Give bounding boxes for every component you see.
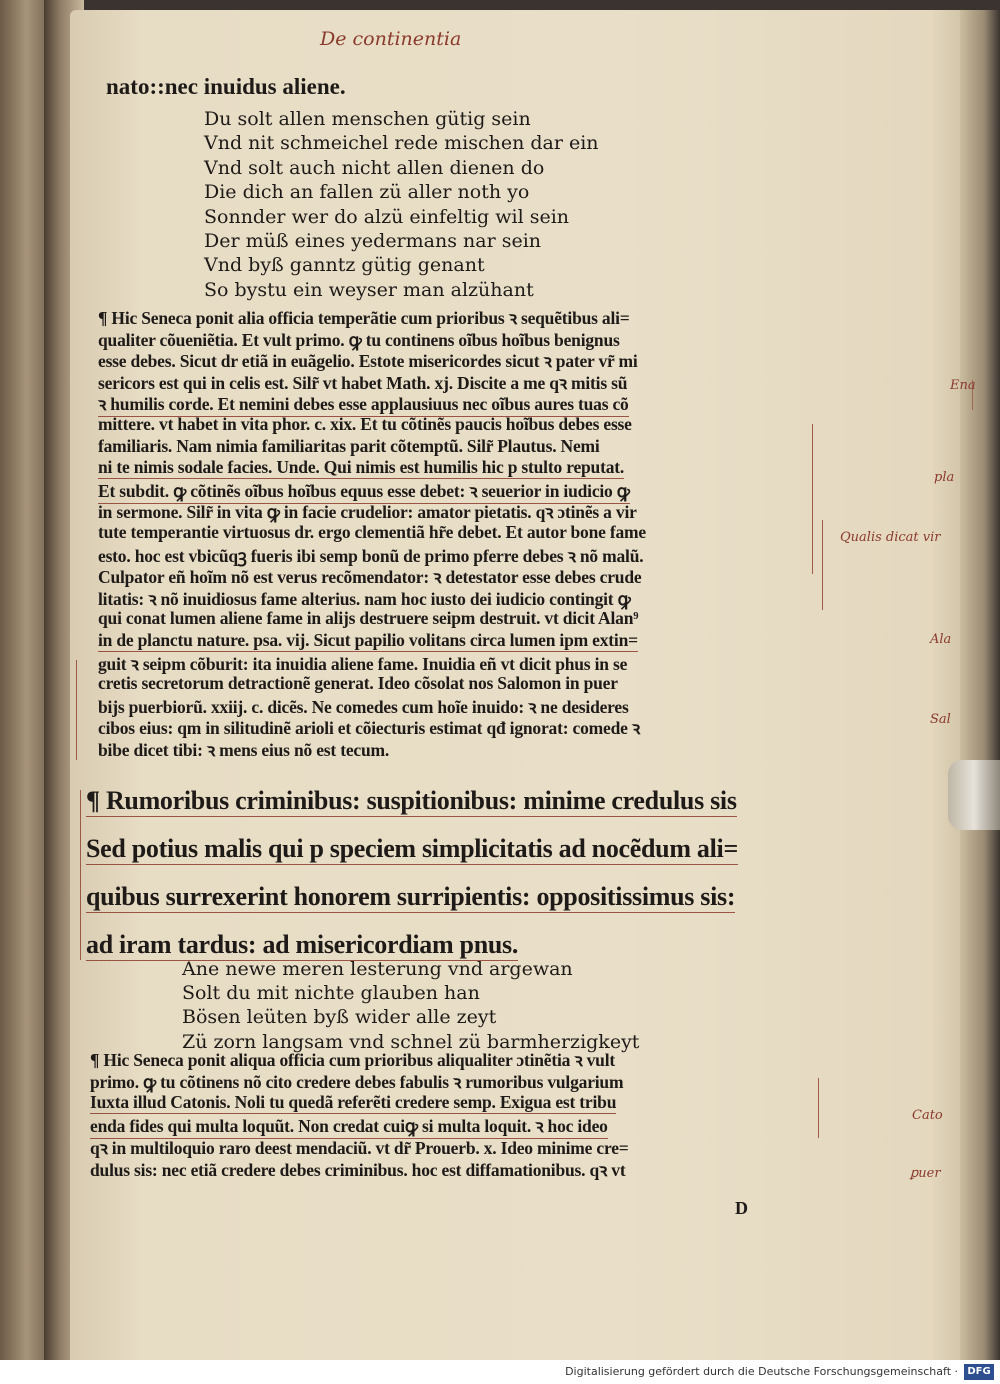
latin-line: primo. ꝙ tu cõtinens nõ cito credere debes fabulis ꝛ rumoribus vulgarium — [90, 1072, 624, 1092]
verse-line: So bystu ein weyser man alzühant — [204, 278, 534, 301]
rubric-bracket — [76, 660, 77, 760]
latin-line: bibe dicet tibi: ꝛ mens eius nõ est tecum. — [98, 740, 390, 760]
latin-line: guit ꝛ seipm cõburit: ita inuidia aliene fame. Inuidia eñ vt dicit phus in se — [98, 653, 628, 674]
latin-line: bijs puerbiorũ. xxiij. c. dicẽs. Ne comedes cum hoĩe inuido: ꝛ ne desideres — [98, 696, 629, 717]
latin-line: esse debes. Sicut dr etiã in euãgelio. Estote misericordes sicut ꝛ pater vr̃ mi — [98, 351, 638, 372]
rubric-bracket — [814, 1078, 819, 1138]
margin-note: Ala — [930, 632, 952, 647]
latin-line: cretis secretorum detractionẽ generat. Ideo cõsolat nos Salomon in puer — [98, 673, 618, 694]
latin-line: sericors est qui in celis est. Silr̃ vt habet Math. xj. Discite a me qꝛ mitis sũ — [98, 372, 628, 393]
latin-line: esto. hoc est vbicũqꝫ fueris ibi semp bonũ de primo pferre debes ꝛ nõ malũ. — [98, 545, 644, 566]
latin-line: dulus sis: nec etiã credere debes criminibus. hoc est diffamationibus. qꝛ vt — [90, 1160, 626, 1180]
latin-line: qꝛ in multiloquio raro deest mendaciũ. vt dr̃ Prouerb. x. Ideo minime cre= — [90, 1138, 629, 1158]
latin-line: cibos eius: qm in silitudinẽ arioli et cõiecturis estimat qđ ignorat: comede ꝛ — [98, 718, 640, 739]
latin-line: mittere. vt habet in vita phor. c. xix. Et tu cõtinẽs paucis hoĩbus debes esse — [98, 414, 632, 434]
latin-line: Culpator eñ hoĩm nõ est verus recõmendator: ꝛ detestator esse debes crude — [98, 567, 642, 588]
latin-line: ¶ Hic Seneca ponit alia officia temperãtie cum prioribus ꝛ sequẽtibus ali= — [98, 308, 630, 328]
verse-line: Der müß eines yedermans nar sein — [204, 230, 542, 252]
verse-line: Vnd solt auch nicht allen dienen do — [204, 156, 545, 179]
verse-line: Du solt allen menschen gütig sein — [204, 108, 531, 130]
page-edge — [960, 10, 1000, 1360]
running-head: De continentia — [320, 28, 462, 50]
latin-line: in de planctu nature. psa. vij. Sicut papilio volitans circa lumen ipm extin= — [98, 630, 638, 650]
lemma-line: Sed potius malis qui p speciem simplicitatis ad nocẽdum ali= — [86, 834, 738, 863]
verse-line: Bösen leüten byß wider alle zeyt — [182, 1006, 497, 1029]
verse-line: Zü zorn langsam vnd schnel zü barmherzigkeyt — [182, 1030, 640, 1053]
latin-line: qui conat lumen aliene fame in alijs destruere seipm destruit. vt dicit Alan⁹ — [98, 608, 639, 629]
latin-line: tute temperantie virtuosus dr. ergo clementiã hr̃e debet. Et autor bone fame — [98, 522, 646, 542]
latin-line: Et subdit. ꝙ cõtinẽs oĩbus hoĩbus equus esse debet: ꝛ seuerior in iudicio ꝙ — [98, 479, 630, 504]
lemma-line: quibus surrexerint honorem surripientis: oppositissimus sis: — [86, 882, 736, 911]
verse-line: Sonnder wer do alzü einfeltig wil sein — [204, 205, 570, 228]
rubric-bracket — [812, 424, 813, 574]
opening-line: nato::nec inuidus aliene. — [106, 74, 346, 99]
signature-mark: D — [735, 1198, 748, 1218]
lemma-line: ad iram tardus: ad misericordiam pnus. — [86, 930, 519, 959]
latin-line: ni te nimis sodale facies. Unde. Qui nimis est humilis hic p stulto reputat. — [98, 457, 625, 478]
latin-line: ¶ Hic Seneca ponit aliqua officia cum prioribus aliqualiter ɔtinẽtia ꝛ vult — [90, 1050, 615, 1070]
rubric-bracket — [818, 520, 823, 610]
margin-note: Sal — [930, 712, 951, 727]
latin-line: litatis: ꝛ nõ inuidiosus fame alterius. nam hoc iusto dei iudicio contingit ꝙ — [98, 588, 631, 609]
dfg-logo-icon: DFG — [964, 1364, 994, 1380]
margin-note: ꝑuer — [910, 1166, 941, 1181]
margin-note: Ena — [950, 378, 976, 393]
verse-line: Die dich an fallen zü aller noth yo — [204, 181, 530, 204]
verse-line: Vnd byß ganntz gütig genant — [204, 254, 485, 277]
latin-line: in sermone. Silr̃ in vita ꝙ in facie crudelior: amator pietatis. qꝛ ɔtinẽs a vir — [98, 502, 637, 523]
margin-note: Cato — [912, 1108, 943, 1123]
footer-bar — [0, 1360, 1000, 1384]
latin-line: qualiter cõueniẽtia. Et vult primo. ꝙ tu continens oĩbus hoĩbus benignus — [98, 329, 620, 350]
lemma-line: ¶ Rumoribus criminibus: suspitionibus: minime credulus sis — [86, 786, 737, 815]
rubric-bracket — [80, 790, 81, 960]
previous-page-edge — [0, 0, 48, 1360]
latin-line: ꝛ humilis corde. Et nemini debes esse applausiuus nec oĩbus aures tuas cõ — [98, 392, 629, 417]
margin-note: pla — [934, 470, 955, 485]
margin-note: Qualis dicat vir — [840, 530, 941, 545]
verse-line: Vnd nit schmeichel rede mischen dar ein — [204, 132, 599, 155]
verse-line: Ane newe meren lesterung vnd argewan — [182, 958, 573, 980]
latin-line: familiaris. Nam nimia familiaritas parit cõtemptũ. Silr̃ Plautus. Nemi — [98, 435, 600, 456]
funding-credit: Digitalisierung gefördert durch die Deutsche Forschungsgemeinschaft · — [565, 1365, 958, 1378]
verse-line: Solt du mit nichte glauben han — [182, 982, 480, 1005]
latin-line: Iuxta illud Catonis. Noli tu quedã referẽti credere semp. Exigua est tribu — [90, 1092, 617, 1112]
latin-line: enda fides qui multa loquũt. Non credat cuiꝙ si multa loquit. ꝛ hoc ideo — [90, 1114, 608, 1139]
page-clip — [948, 760, 1000, 830]
